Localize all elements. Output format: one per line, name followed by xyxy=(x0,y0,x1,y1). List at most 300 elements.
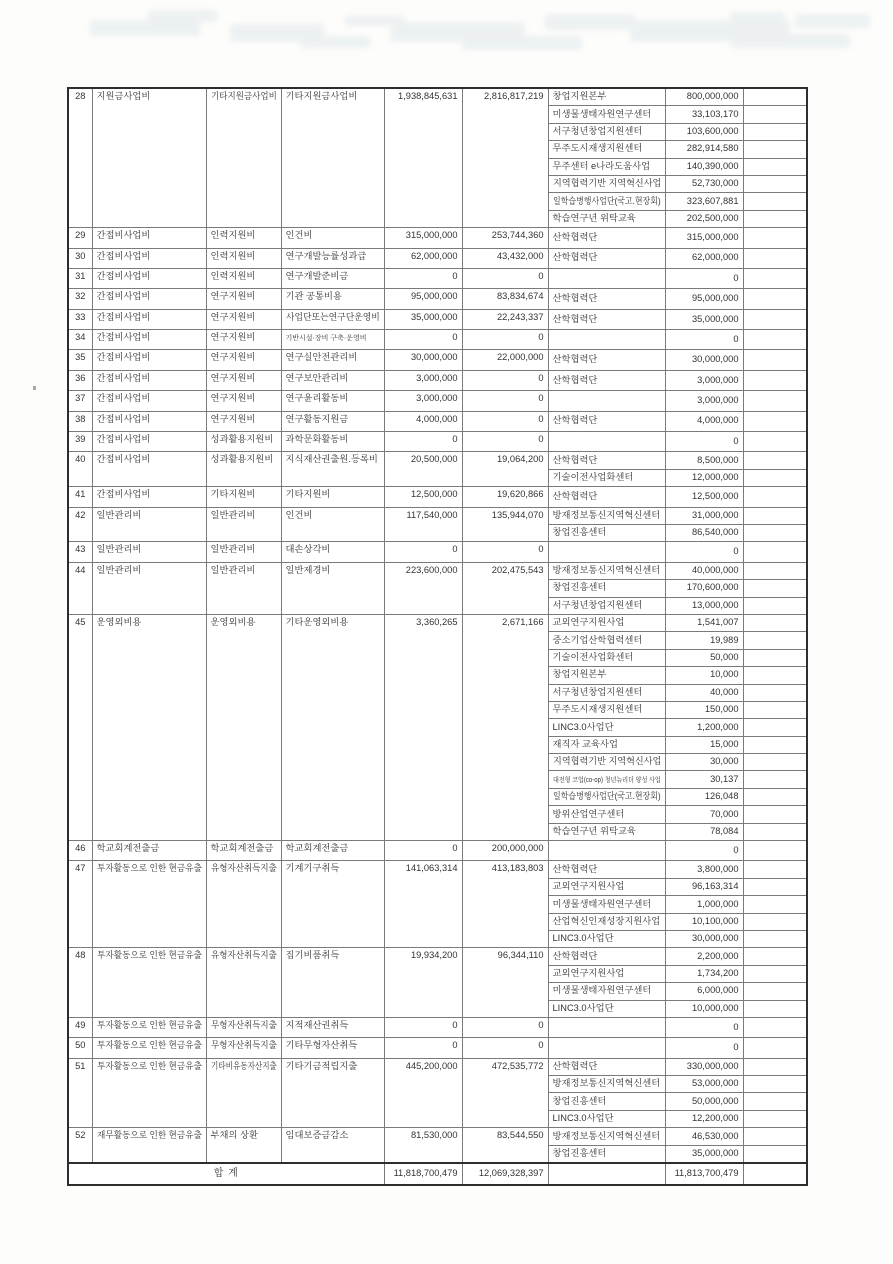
table-row xyxy=(68,841,807,861)
actual-amount-cell: 472,535,772 xyxy=(462,1058,548,1128)
detail-amount-cell: 40,000,000 xyxy=(665,562,743,579)
detail-amount-cell: 6,000,000 xyxy=(665,983,743,1000)
spare-cell xyxy=(743,268,807,288)
detail-amount-cell: 0 xyxy=(665,1038,743,1058)
item-cell: 사업단또는연구단운영비 xyxy=(281,309,384,329)
subcategory-cell: 일반관리비 xyxy=(206,562,281,614)
table-row xyxy=(68,88,807,106)
subcategory-cell: 무형자산취득지출 xyxy=(206,1017,281,1037)
detail-name-cell: 산학협력단 xyxy=(548,248,665,268)
budget-detail-table xyxy=(67,87,808,1186)
detail-amount-cell: 19,989 xyxy=(665,632,743,649)
spare-cell xyxy=(743,452,807,469)
spare-cell xyxy=(743,1145,807,1163)
spare-cell xyxy=(743,228,807,248)
detail-name-cell: 미생물생태자원연구센터 xyxy=(548,106,665,123)
detail-name-cell xyxy=(548,330,665,350)
actual-amount-cell: 253,744,360 xyxy=(462,228,548,248)
actual-amount-cell: 200,000,000 xyxy=(462,841,548,861)
detail-amount-cell: 4,000,000 xyxy=(665,411,743,431)
detail-amount-cell: 3,000,000 xyxy=(665,370,743,390)
spare-cell xyxy=(743,1076,807,1093)
detail-name-cell: 창업지원본부 xyxy=(548,667,665,684)
detail-name-cell: 일학습병행사업단(국고.현장회) xyxy=(548,193,665,210)
detail-amount-cell: 10,000 xyxy=(665,667,743,684)
spare-cell xyxy=(743,507,807,524)
spare-cell xyxy=(743,141,807,158)
spare-cell xyxy=(743,309,807,329)
row-number-cell: 51 xyxy=(68,1058,92,1128)
subcategory-cell: 부채의 상환 xyxy=(206,1128,281,1163)
budget-amount-cell: 12,500,000 xyxy=(384,487,462,507)
detail-name-cell: 산학협력단 xyxy=(548,487,665,507)
spare-cell xyxy=(743,411,807,431)
spare-cell xyxy=(743,580,807,597)
spare-cell xyxy=(743,88,807,106)
item-cell: 집기비품취득 xyxy=(281,948,384,1018)
detail-amount-cell: 12,000,000 xyxy=(665,469,743,486)
subcategory-cell: 인력지원비 xyxy=(206,248,281,268)
detail-name-cell: 방재정보통신지역혁신센터 xyxy=(548,1076,665,1093)
row-number-cell: 42 xyxy=(68,507,92,542)
spare-cell xyxy=(743,370,807,390)
spare-cell xyxy=(743,719,807,736)
row-number-cell: 31 xyxy=(68,268,92,288)
detail-amount-cell: 150,000 xyxy=(665,701,743,718)
detail-amount-cell: 30,137 xyxy=(665,771,743,788)
detail-amount-cell: 50,000,000 xyxy=(665,1093,743,1110)
detail-name-cell: 교외연구지원사업 xyxy=(548,965,665,982)
budget-amount-cell: 0 xyxy=(384,330,462,350)
detail-amount-cell: 30,000 xyxy=(665,754,743,771)
row-number-cell: 30 xyxy=(68,248,92,268)
actual-amount-cell: 0 xyxy=(462,411,548,431)
row-number-cell: 49 xyxy=(68,1017,92,1037)
budget-amount-cell: 95,000,000 xyxy=(384,289,462,309)
row-number-cell: 37 xyxy=(68,391,92,411)
category-cell: 투자활동으로 인한 현금유출 xyxy=(92,861,206,948)
spare-cell xyxy=(743,158,807,175)
table-row xyxy=(68,452,807,469)
detail-amount-cell: 35,000,000 xyxy=(665,309,743,329)
spare-cell xyxy=(743,930,807,947)
detail-name-cell: 서구청년창업지원센터 xyxy=(548,597,665,614)
detail-name-cell: 기술이전사업화센터 xyxy=(548,649,665,666)
detail-amount-cell: 0 xyxy=(665,432,743,452)
detail-amount-cell: 3,800,000 xyxy=(665,861,743,878)
spare-cell xyxy=(743,350,807,370)
detail-amount-cell: 53,000,000 xyxy=(665,1076,743,1093)
row-number-cell: 36 xyxy=(68,370,92,390)
category-cell: 일반관리비 xyxy=(92,562,206,614)
spare-cell xyxy=(743,210,807,227)
subcategory-cell: 연구지원비 xyxy=(206,370,281,390)
detail-name-cell: 산학협력단 xyxy=(548,861,665,878)
actual-amount-cell: 83,544,550 xyxy=(462,1128,548,1163)
detail-name-cell: 방재정보통신지역혁신센터 xyxy=(548,1128,665,1145)
detail-name-cell xyxy=(548,268,665,288)
spare-cell xyxy=(743,788,807,805)
row-number-cell: 34 xyxy=(68,330,92,350)
table-row xyxy=(68,350,807,370)
budget-amount-cell: 0 xyxy=(384,1017,462,1037)
item-cell: 기반시설·장비 구축·운영비 xyxy=(281,330,384,350)
budget-amount-cell: 35,000,000 xyxy=(384,309,462,329)
spare-cell xyxy=(743,667,807,684)
detail-name-cell: 지역협력기반 지역혁신사업 xyxy=(548,754,665,771)
detail-name-cell: 교외연구지원사업 xyxy=(548,614,665,631)
spare-cell xyxy=(743,123,807,140)
actual-amount-cell: 0 xyxy=(462,1038,548,1058)
spare-cell xyxy=(743,193,807,210)
spare-cell xyxy=(743,487,807,507)
detail-amount-cell: 0 xyxy=(665,841,743,861)
detail-amount-cell: 30,000,000 xyxy=(665,930,743,947)
row-number-cell: 39 xyxy=(68,432,92,452)
detail-name-cell: LINC3.0사업단 xyxy=(548,719,665,736)
category-cell: 지원금사업비 xyxy=(92,88,206,228)
spare-cell xyxy=(743,701,807,718)
detail-amount-cell: 31,000,000 xyxy=(665,507,743,524)
detail-amount-cell: 96,163,314 xyxy=(665,878,743,895)
budget-amount-cell: 315,000,000 xyxy=(384,228,462,248)
detail-amount-cell: 12,500,000 xyxy=(665,487,743,507)
detail-name-cell: 지역협력기반 지역혁신사업 xyxy=(548,175,665,192)
table-row xyxy=(68,948,807,965)
detail-name-cell xyxy=(548,391,665,411)
category-cell: 간접비사업비 xyxy=(92,432,206,452)
item-cell: 연구보안관리비 xyxy=(281,370,384,390)
category-cell: 간접비사업비 xyxy=(92,289,206,309)
category-cell: 간접비사업비 xyxy=(92,268,206,288)
detail-name-cell xyxy=(548,432,665,452)
detail-amount-cell: 50,000 xyxy=(665,649,743,666)
actual-amount-cell: 0 xyxy=(462,370,548,390)
detail-amount-cell: 35,000,000 xyxy=(665,1145,743,1163)
detail-amount-cell: 140,390,000 xyxy=(665,158,743,175)
table-row xyxy=(68,330,807,350)
detail-name-cell: 미생물생태자원연구센터 xyxy=(548,983,665,1000)
category-cell: 간접비사업비 xyxy=(92,350,206,370)
detail-name-cell xyxy=(548,542,665,562)
detail-amount-cell: 330,000,000 xyxy=(665,1058,743,1075)
detail-name-cell: 산학협력단 xyxy=(548,228,665,248)
detail-amount-cell: 3,000,000 xyxy=(665,391,743,411)
item-cell: 기타무형자산취득 xyxy=(281,1038,384,1058)
total-detail-amount-cell: 11,813,700,479 xyxy=(665,1163,743,1185)
budget-amount-cell: 141,063,314 xyxy=(384,861,462,948)
row-number-cell: 38 xyxy=(68,411,92,431)
spare-cell xyxy=(743,1017,807,1037)
budget-amount-cell: 0 xyxy=(384,268,462,288)
detail-amount-cell: 315,000,000 xyxy=(665,228,743,248)
item-cell: 학교회계전출금 xyxy=(281,841,384,861)
item-cell: 과학문화활동비 xyxy=(281,432,384,452)
total-label-cell: 합 계 xyxy=(68,1163,384,1185)
actual-amount-cell: 135,944,070 xyxy=(462,507,548,542)
category-cell: 재무활동으로 인한 현금유출 xyxy=(92,1128,206,1163)
table-row xyxy=(68,432,807,452)
spare-cell xyxy=(743,597,807,614)
row-number-cell: 45 xyxy=(68,614,92,840)
subcategory-cell: 유형자산취득지출 xyxy=(206,948,281,1018)
subcategory-cell: 무형자산취득지출 xyxy=(206,1038,281,1058)
row-number-cell: 50 xyxy=(68,1038,92,1058)
budget-amount-cell: 0 xyxy=(384,1038,462,1058)
spare-cell xyxy=(743,736,807,753)
category-cell: 일반관리비 xyxy=(92,507,206,542)
subcategory-cell: 인력지원비 xyxy=(206,228,281,248)
table-row xyxy=(68,861,807,878)
detail-amount-cell: 1,200,000 xyxy=(665,719,743,736)
detail-amount-cell: 126,048 xyxy=(665,788,743,805)
detail-amount-cell: 800,000,000 xyxy=(665,88,743,106)
subcategory-cell: 유형자산취득지출 xyxy=(206,861,281,948)
detail-amount-cell: 0 xyxy=(665,268,743,288)
detail-name-cell: 창업지원본부 xyxy=(548,88,665,106)
detail-amount-cell: 0 xyxy=(665,330,743,350)
detail-name-cell: 창업진흥센터 xyxy=(548,1145,665,1163)
detail-name-cell: 방위산업연구센터 xyxy=(548,806,665,823)
table-body xyxy=(68,88,807,1185)
spare-cell xyxy=(743,330,807,350)
actual-amount-cell: 22,243,337 xyxy=(462,309,548,329)
item-cell: 지적재산권취득 xyxy=(281,1017,384,1037)
row-number-cell: 47 xyxy=(68,861,92,948)
table-row xyxy=(68,1038,807,1058)
budget-amount-cell: 0 xyxy=(384,542,462,562)
category-cell: 간접비사업비 xyxy=(92,330,206,350)
total-budget-cell: 11,818,700,479 xyxy=(384,1163,462,1185)
spare-cell xyxy=(743,632,807,649)
actual-amount-cell: 202,475,543 xyxy=(462,562,548,614)
spare-cell xyxy=(743,823,807,840)
item-cell: 기타운영외비용 xyxy=(281,614,384,840)
category-cell: 일반관리비 xyxy=(92,542,206,562)
detail-name-cell: 대전형 코업(co-op) 청년뉴리더 양성 사업 xyxy=(548,771,665,788)
table-row xyxy=(68,542,807,562)
detail-name-cell: 중소기업산학협력센터 xyxy=(548,632,665,649)
actual-amount-cell: 19,620,866 xyxy=(462,487,548,507)
subcategory-cell: 인력지원비 xyxy=(206,268,281,288)
actual-amount-cell: 83,834,674 xyxy=(462,289,548,309)
actual-amount-cell: 43,432,000 xyxy=(462,248,548,268)
item-cell: 연구윤리활동비 xyxy=(281,391,384,411)
budget-amount-cell: 1,938,845,631 xyxy=(384,88,462,228)
subcategory-cell: 기타지원금사업비 xyxy=(206,88,281,228)
spare-cell xyxy=(743,983,807,1000)
table-row xyxy=(68,268,807,288)
budget-amount-cell: 223,600,000 xyxy=(384,562,462,614)
detail-amount-cell: 0 xyxy=(665,1017,743,1037)
detail-name-cell: 창업진흥센터 xyxy=(548,524,665,541)
total-detail-name-cell xyxy=(548,1163,665,1185)
category-cell: 간접비사업비 xyxy=(92,452,206,487)
item-cell: 연구개발능률성과급 xyxy=(281,248,384,268)
actual-amount-cell: 0 xyxy=(462,391,548,411)
detail-amount-cell: 1,541,007 xyxy=(665,614,743,631)
spare-cell xyxy=(743,878,807,895)
detail-name-cell: 산학협력단 xyxy=(548,411,665,431)
detail-amount-cell: 103,600,000 xyxy=(665,123,743,140)
actual-amount-cell: 0 xyxy=(462,330,548,350)
total-actual-cell: 12,069,328,397 xyxy=(462,1163,548,1185)
detail-name-cell: 학습연구년 위탁교육 xyxy=(548,823,665,840)
row-number-cell: 33 xyxy=(68,309,92,329)
item-cell: 기계기구취득 xyxy=(281,861,384,948)
scan-speck-artifact xyxy=(33,386,36,390)
spare-cell xyxy=(743,175,807,192)
detail-amount-cell: 170,600,000 xyxy=(665,580,743,597)
detail-amount-cell: 78,084 xyxy=(665,823,743,840)
detail-name-cell: 학습연구년 위탁교육 xyxy=(548,210,665,227)
detail-amount-cell: 62,000,000 xyxy=(665,248,743,268)
budget-amount-cell: 0 xyxy=(384,841,462,861)
spare-cell xyxy=(743,1058,807,1075)
category-cell: 투자활동으로 인한 현금유출 xyxy=(92,1058,206,1128)
row-number-cell: 29 xyxy=(68,228,92,248)
subcategory-cell: 운영외비용 xyxy=(206,614,281,840)
table-row xyxy=(68,228,807,248)
subcategory-cell: 성과활용지원비 xyxy=(206,432,281,452)
detail-name-cell: LINC3.0사업단 xyxy=(548,930,665,947)
spare-cell xyxy=(743,469,807,486)
category-cell: 투자활동으로 인한 현금유출 xyxy=(92,948,206,1018)
actual-amount-cell: 2,816,817,219 xyxy=(462,88,548,228)
actual-amount-cell: 96,344,110 xyxy=(462,948,548,1018)
spare-cell xyxy=(743,524,807,541)
actual-amount-cell: 22,000,000 xyxy=(462,350,548,370)
spare-cell xyxy=(743,771,807,788)
subcategory-cell: 기타비유동자산지출 xyxy=(206,1058,281,1128)
category-cell: 간접비사업비 xyxy=(92,228,206,248)
spare-cell xyxy=(743,861,807,878)
spare-cell xyxy=(743,896,807,913)
table-row xyxy=(68,507,807,524)
subcategory-cell: 연구지원비 xyxy=(206,309,281,329)
spare-cell xyxy=(743,1038,807,1058)
detail-amount-cell: 2,200,000 xyxy=(665,948,743,965)
spare-cell xyxy=(743,248,807,268)
spare-cell xyxy=(743,806,807,823)
detail-name-cell: 창업진흥센터 xyxy=(548,580,665,597)
detail-name-cell: 서구청년창업지원센터 xyxy=(548,684,665,701)
detail-name-cell: 무주도시재생지원센터 xyxy=(548,701,665,718)
item-cell: 임대보증금감소 xyxy=(281,1128,384,1163)
detail-amount-cell: 95,000,000 xyxy=(665,289,743,309)
subcategory-cell: 일반관리비 xyxy=(206,542,281,562)
detail-name-cell: 방재정보통신지역혁신센터 xyxy=(548,562,665,579)
spare-cell xyxy=(743,965,807,982)
item-cell: 인건비 xyxy=(281,228,384,248)
detail-name-cell: 일학습병행사업단(국고.현장회) xyxy=(548,788,665,805)
detail-amount-cell: 8,500,000 xyxy=(665,452,743,469)
detail-amount-cell: 10,100,000 xyxy=(665,913,743,930)
spare-cell xyxy=(743,684,807,701)
budget-amount-cell: 30,000,000 xyxy=(384,350,462,370)
category-cell: 투자활동으로 인한 현금유출 xyxy=(92,1038,206,1058)
spare-cell xyxy=(743,1093,807,1110)
category-cell: 운영외비용 xyxy=(92,614,206,840)
detail-name-cell: 산학협력단 xyxy=(548,1058,665,1075)
actual-amount-cell: 413,183,803 xyxy=(462,861,548,948)
row-number-cell: 46 xyxy=(68,841,92,861)
detail-name-cell: 산학협력단 xyxy=(548,370,665,390)
subcategory-cell: 연구지원비 xyxy=(206,350,281,370)
budget-amount-cell: 445,200,000 xyxy=(384,1058,462,1128)
spare-cell xyxy=(743,614,807,631)
detail-amount-cell: 202,500,000 xyxy=(665,210,743,227)
bleed-through-ghost-text xyxy=(90,6,880,54)
budget-amount-cell: 19,934,200 xyxy=(384,948,462,1018)
detail-name-cell: 무주센터 e나라도움사업 xyxy=(548,158,665,175)
item-cell: 기관 공통비용 xyxy=(281,289,384,309)
table-row xyxy=(68,1058,807,1075)
category-cell: 투자활동으로 인한 현금유출 xyxy=(92,1017,206,1037)
detail-amount-cell: 1,000,000 xyxy=(665,896,743,913)
spare-cell xyxy=(743,1163,807,1185)
budget-amount-cell: 62,000,000 xyxy=(384,248,462,268)
item-cell: 대손상각비 xyxy=(281,542,384,562)
budget-amount-cell: 3,000,000 xyxy=(384,370,462,390)
row-number-cell: 48 xyxy=(68,948,92,1018)
table-row xyxy=(68,1128,807,1145)
spare-cell xyxy=(743,289,807,309)
detail-name-cell: 창업진흥센터 xyxy=(548,1093,665,1110)
item-cell: 연구활동지원금 xyxy=(281,411,384,431)
detail-name-cell xyxy=(548,1038,665,1058)
row-number-cell: 52 xyxy=(68,1128,92,1163)
total-row xyxy=(68,1163,807,1185)
detail-name-cell: 기술이전사업화센터 xyxy=(548,469,665,486)
item-cell: 일반제경비 xyxy=(281,562,384,614)
detail-name-cell: 재직자 교육사업 xyxy=(548,736,665,753)
item-cell: 기타지원금사업비 xyxy=(281,88,384,228)
detail-name-cell: 교외연구지원사업 xyxy=(548,878,665,895)
spare-cell xyxy=(743,391,807,411)
detail-name-cell: LINC3.0사업단 xyxy=(548,1000,665,1017)
budget-amount-cell: 3,000,000 xyxy=(384,391,462,411)
subcategory-cell: 기타지원비 xyxy=(206,487,281,507)
row-number-cell: 35 xyxy=(68,350,92,370)
detail-amount-cell: 40,000 xyxy=(665,684,743,701)
detail-name-cell xyxy=(548,1017,665,1037)
table-row xyxy=(68,562,807,579)
spare-cell xyxy=(743,432,807,452)
subcategory-cell: 성과활용지원비 xyxy=(206,452,281,487)
detail-amount-cell: 52,730,000 xyxy=(665,175,743,192)
spare-cell xyxy=(743,1110,807,1127)
row-number-cell: 44 xyxy=(68,562,92,614)
category-cell: 간접비사업비 xyxy=(92,411,206,431)
row-number-cell: 40 xyxy=(68,452,92,487)
row-number-cell: 43 xyxy=(68,542,92,562)
spare-cell xyxy=(743,948,807,965)
spare-cell xyxy=(743,562,807,579)
detail-name-cell: 산업혁신인재성장지원사업 xyxy=(548,913,665,930)
spare-cell xyxy=(743,1128,807,1145)
detail-amount-cell: 46,530,000 xyxy=(665,1128,743,1145)
detail-name-cell: 무주도시재생지원센터 xyxy=(548,141,665,158)
detail-amount-cell: 70,000 xyxy=(665,806,743,823)
actual-amount-cell: 19,064,200 xyxy=(462,452,548,487)
spare-cell xyxy=(743,1000,807,1017)
spare-cell xyxy=(743,649,807,666)
subcategory-cell: 연구지원비 xyxy=(206,391,281,411)
row-number-cell: 41 xyxy=(68,487,92,507)
subcategory-cell: 연구지원비 xyxy=(206,411,281,431)
table-row xyxy=(68,248,807,268)
